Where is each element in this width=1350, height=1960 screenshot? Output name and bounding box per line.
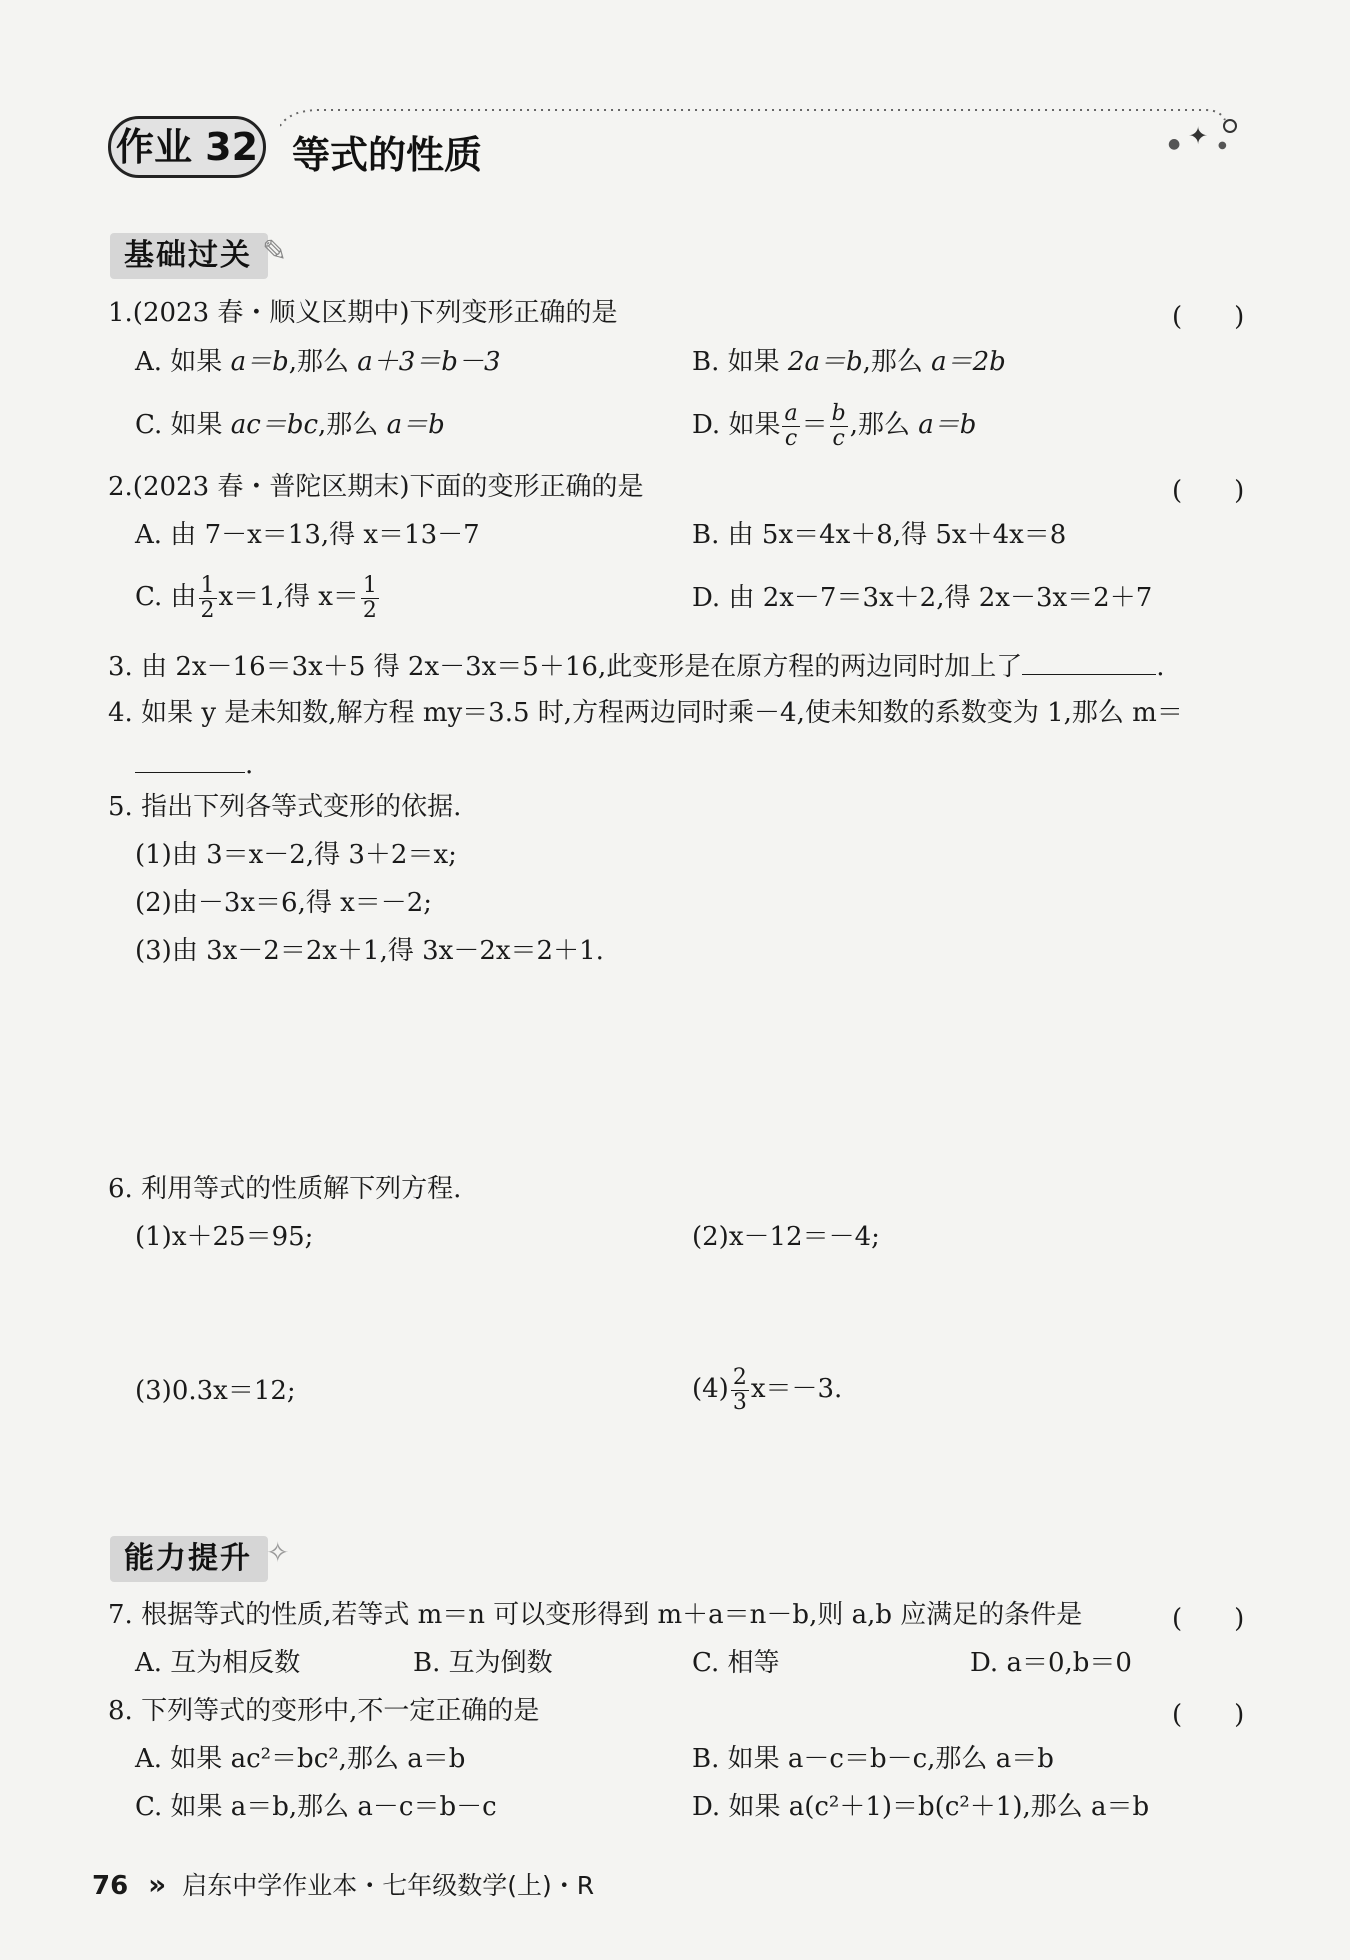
answer-paren[interactable]: ( ) <box>1172 1604 1245 1634</box>
numerator: 1 <box>362 572 377 598</box>
math-expr: a＝b <box>386 410 445 440</box>
q2-option-b[interactable]: B. 由 5x＝4x＋8,得 5x＋4x＝8 <box>692 520 1067 550</box>
page-footer <box>92 1866 594 1902</box>
option-text: C. 如果 <box>135 410 231 440</box>
dot-icon: ● <box>1218 140 1227 151</box>
section-label: 基础过关 <box>124 238 252 273</box>
q6-part-2: (2)x－12＝－4; <box>692 1222 880 1252</box>
option-text: A. 如果 <box>135 347 231 377</box>
math-expr: a＝2b <box>931 347 1006 377</box>
q2-option-c[interactable] <box>135 568 381 626</box>
q6-part-1: (1)x＋25＝95; <box>135 1222 314 1252</box>
numerator: 1 <box>200 572 215 598</box>
q8-option-a[interactable]: A. 如果 ac²＝bc²,那么 a＝b <box>135 1744 466 1774</box>
sparkle-icon: ✦ <box>1188 122 1209 150</box>
question-3 <box>108 648 1164 684</box>
q2-option-a[interactable]: A. 由 7－x＝13,得 x＝13－7 <box>135 520 480 550</box>
q7-option-b[interactable]: B. 互为倒数 <box>413 1648 553 1678</box>
q2-option-d[interactable]: D. 由 2x－7＝3x＋2,得 2x－3x＝2＋7 <box>692 583 1153 613</box>
fraction <box>830 400 848 451</box>
question-4: 4. 如果 y 是未知数,解方程 my＝3.5 时,方程两边同时乘－4,使未知数的系数变为 1,那么 m＝ <box>108 698 1183 728</box>
section-label: 能力提升 <box>124 1541 252 1576</box>
q5-part-1: (1)由 3＝x－2,得 3＋2＝x; <box>135 840 457 870</box>
section-tag-basic <box>110 233 268 279</box>
answer-paren[interactable]: ( ) <box>1172 476 1245 506</box>
answer-blank[interactable] <box>1022 648 1156 675</box>
section-tag-advanced <box>110 1536 268 1582</box>
numerator: b <box>831 400 846 426</box>
fraction <box>199 572 217 623</box>
option-text: ,那么 <box>288 347 358 377</box>
option-text: C. 由 <box>135 582 197 612</box>
numerator: a <box>784 400 798 426</box>
question-4-blank-line <box>135 746 253 782</box>
question-text: 3. 由 2x－16＝3x＋5 得 2x－3x＝5＋16,此变形是在原方程的两边同时加上了 <box>108 652 1023 682</box>
math-expr: a＝b <box>230 347 289 377</box>
fraction <box>361 572 379 623</box>
period: . <box>1156 652 1165 682</box>
double-chevron-icon: » <box>148 1868 167 1901</box>
period: . <box>245 750 254 780</box>
page-title: 等式的性质 <box>292 133 483 177</box>
equals-sign: ＝ <box>801 410 828 440</box>
answer-paren[interactable]: ( ) <box>1172 302 1245 332</box>
part-label: (4) <box>692 1374 729 1404</box>
answer-blank[interactable] <box>135 746 245 773</box>
q8-option-b[interactable]: B. 如果 a－c＝b－c,那么 a＝b <box>692 1744 1054 1774</box>
denominator: 2 <box>362 597 377 623</box>
q6-part-3: (3)0.3x＝12; <box>135 1376 296 1406</box>
question-6-stem: 6. 利用等式的性质解下列方程. <box>108 1174 462 1204</box>
homework-number-badge: 作业 32 <box>108 116 266 178</box>
denominator: c <box>832 425 845 451</box>
page-number: 76 <box>92 1871 129 1901</box>
question-2-stem: 2.(2023 春・普陀区期末)下面的变形正确的是 <box>108 472 644 502</box>
q8-option-d[interactable]: D. 如果 a(c²＋1)＝b(c²＋1),那么 a＝b <box>692 1792 1150 1822</box>
question-8-stem: 8. 下列等式的变形中,不一定正确的是 <box>108 1696 540 1726</box>
pencil-icon: ✎ <box>262 234 288 269</box>
q8-option-c[interactable]: C. 如果 a＝b,那么 a－c＝b－c <box>135 1792 497 1822</box>
math-expr: 2a＝b <box>787 347 863 377</box>
q6-part-4 <box>692 1360 842 1418</box>
option-text: ,那么 <box>849 410 919 440</box>
option-text: x＝1,得 x＝ <box>218 582 359 612</box>
question-1-stem: 1.(2023 春・顺义区期中)下列变形正确的是 <box>108 298 618 328</box>
answer-paren[interactable]: ( ) <box>1172 1700 1245 1730</box>
option-text: B. 如果 <box>692 347 788 377</box>
option-text: ,那么 <box>862 347 932 377</box>
q5-part-3: (3)由 3x－2＝2x＋1,得 3x－2x＝2＋1. <box>135 936 604 966</box>
dot-icon: ● <box>1168 136 1181 152</box>
q1-option-c[interactable] <box>135 408 445 442</box>
math-expr: a＋3＝b－3 <box>357 347 501 377</box>
q1-option-a[interactable] <box>135 345 501 379</box>
question-5-stem: 5. 指出下列各等式变形的依据. <box>108 792 462 822</box>
question-7-stem: 7. 根据等式的性质,若等式 m＝n 可以变形得到 m＋a＝n－b,则 a,b 应满足的条件是 <box>108 1600 1083 1630</box>
q1-option-d[interactable] <box>692 396 976 454</box>
fraction <box>731 1364 749 1415</box>
option-text: D. 如果 <box>692 410 781 440</box>
denominator: c <box>784 425 798 451</box>
math-expr: ac＝bc <box>230 410 319 440</box>
fraction <box>782 400 799 451</box>
denominator: 3 <box>732 1389 747 1415</box>
q7-option-d[interactable]: D. a＝0,b＝0 <box>970 1648 1132 1678</box>
numerator: 2 <box>732 1364 747 1390</box>
q7-option-c[interactable]: C. 相等 <box>692 1648 780 1678</box>
q5-part-2: (2)由－3x＝6,得 x＝－2; <box>135 888 433 918</box>
denominator: 2 <box>200 597 215 623</box>
q1-option-b[interactable] <box>692 345 1006 379</box>
option-text: ,那么 <box>318 410 387 440</box>
book-title: 启东中学作业本・七年级数学(上)・R <box>182 1871 595 1900</box>
q7-option-a[interactable]: A. 互为相反数 <box>135 1648 301 1678</box>
math-expr: x＝－3. <box>750 1374 843 1404</box>
math-expr: a＝b <box>918 410 977 440</box>
sparkle-icon: ✧ <box>266 1536 290 1569</box>
